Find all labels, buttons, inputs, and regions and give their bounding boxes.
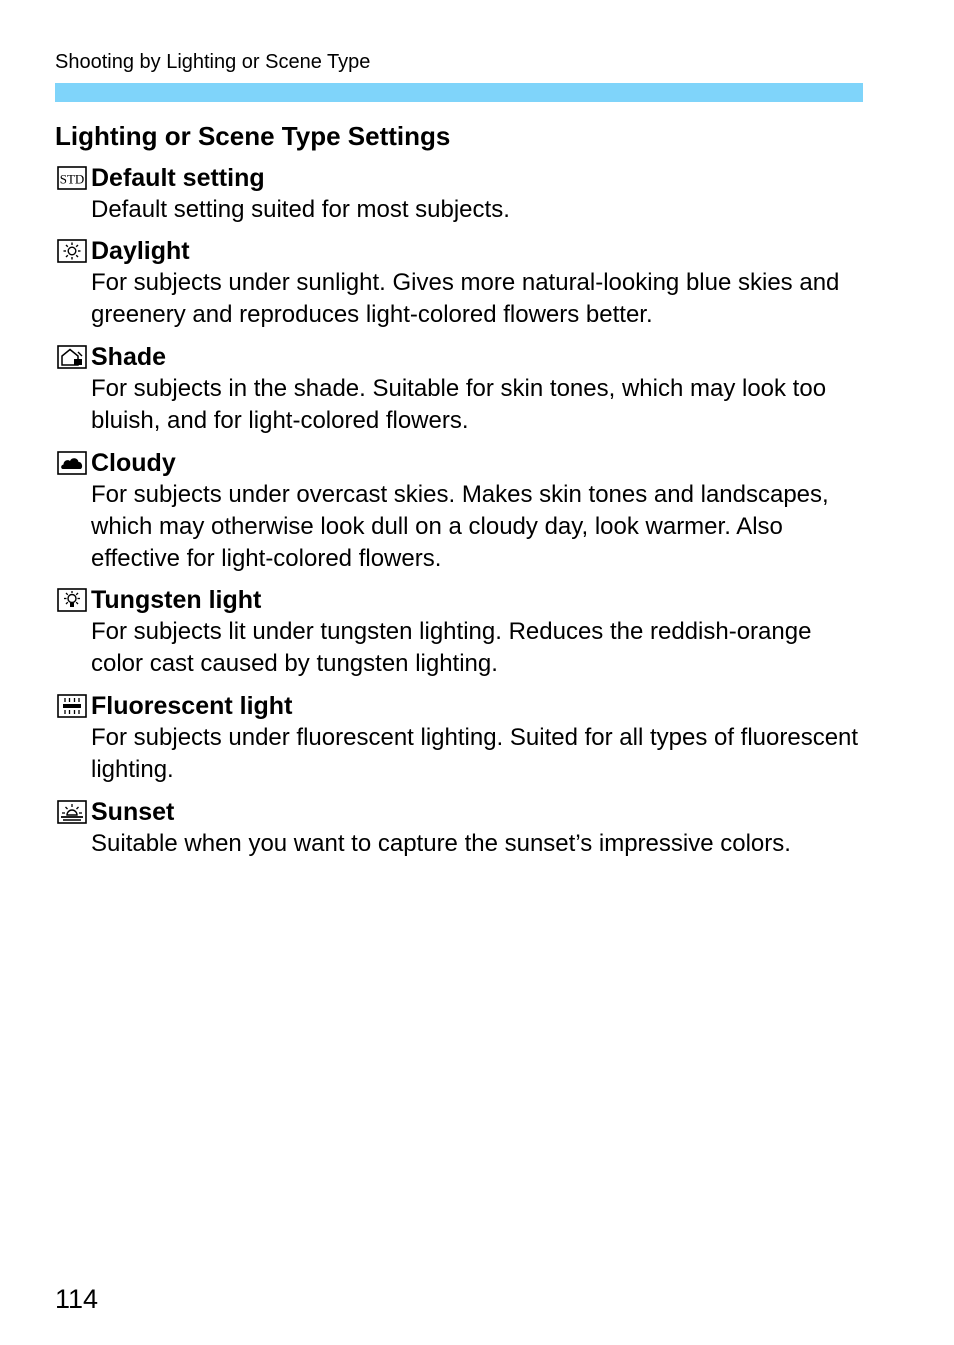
entry-cloudy [57, 447, 863, 575]
cloudy-icon [57, 451, 87, 475]
sunset-icon [57, 800, 87, 824]
entry-description: For subjects under fluorescent lighting. Suited for all types of fluorescent lighting. [91, 724, 859, 783]
entry-title: Tungsten light [91, 586, 262, 614]
svg-text:STD: STD [59, 171, 85, 187]
entry-description: For subjects under sunlight. Gives more natural-looking blue skies and greenery and reproduces light-colored flowers better. [91, 269, 840, 328]
entry-default-setting [57, 162, 863, 226]
page-number: 114 [55, 1284, 99, 1314]
daylight-sun-icon [57, 239, 87, 263]
entry-title: Daylight [91, 237, 190, 265]
fluorescent-icon [57, 694, 87, 718]
entry-title: Fluorescent light [91, 692, 293, 720]
entry-fluorescent-light [57, 690, 863, 786]
running-header: Shooting by Lighting or Scene Type [55, 51, 371, 73]
entry-tungsten-light [57, 584, 863, 680]
entry-daylight [57, 235, 863, 331]
std-icon [57, 166, 87, 190]
entry-shade [57, 341, 863, 437]
entry-description: For subjects lit under tungsten lighting. Reduces the reddish-orange color cast caused by tungsten lighting. [91, 618, 812, 677]
header-color-bar [55, 83, 863, 102]
entry-title: Default setting [91, 164, 265, 192]
entry-sunset [57, 796, 863, 860]
tungsten-bulb-icon [57, 588, 87, 612]
entry-description: Default setting suited for most subjects. [91, 196, 510, 223]
entry-title: Cloudy [91, 449, 176, 477]
entry-description: For subjects in the shade. Suitable for skin tones, which may look too bluish, and for light-colored flowers. [91, 375, 827, 434]
entry-description: Suitable when you want to capture the sunset’s impressive colors. [91, 830, 791, 857]
entry-description: For subjects under overcast skies. Makes skin tones and landscapes, which may otherwise look dull on a cloudy day, look warmer. Also effective for light-colored flowers. [91, 481, 829, 572]
section-title: Lighting or Scene Type Settings [55, 121, 451, 151]
entry-title: Shade [91, 343, 167, 371]
entry-title: Sunset [91, 798, 175, 826]
shade-house-icon [57, 345, 87, 369]
